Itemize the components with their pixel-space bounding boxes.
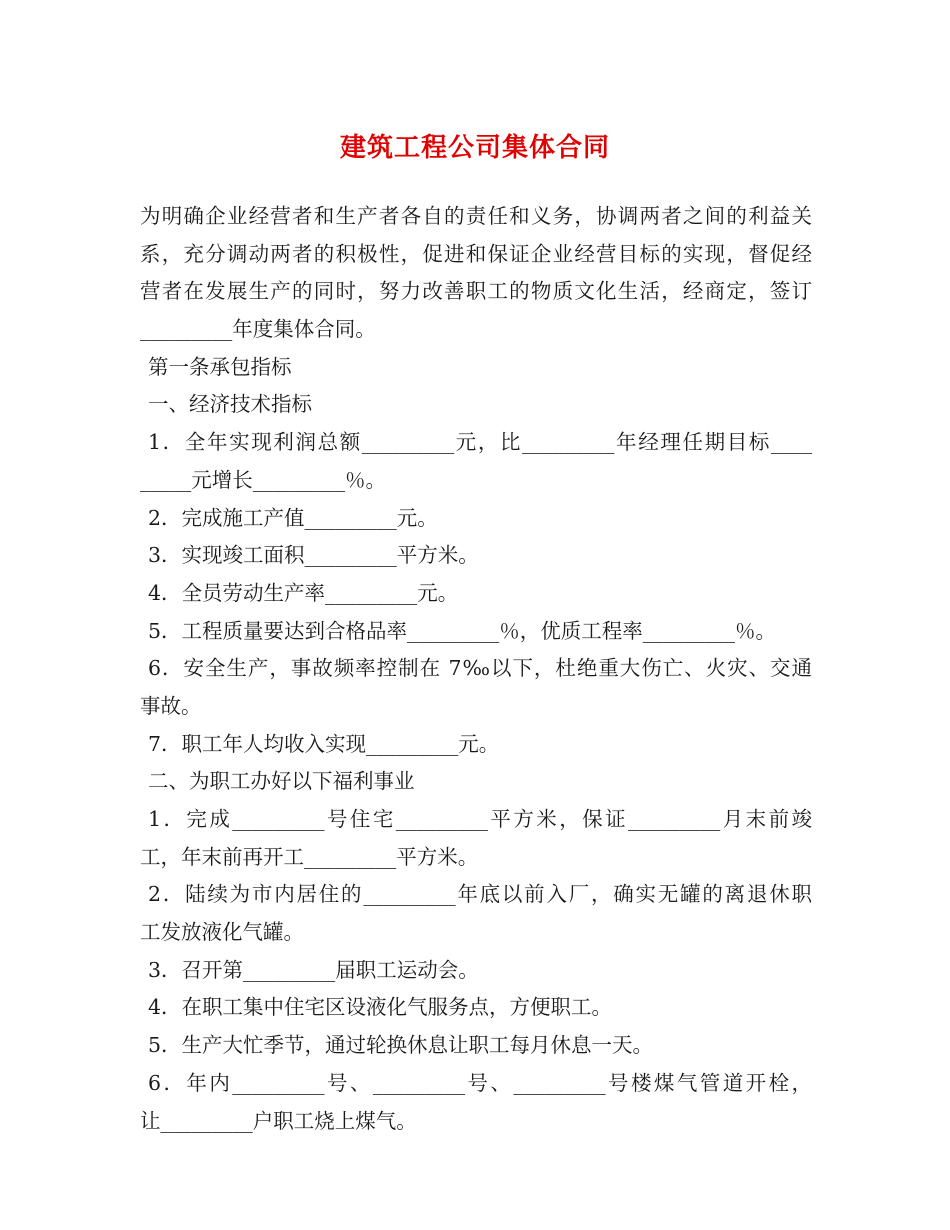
- clause-line: 工发放液化气罐。: [140, 920, 304, 945]
- intro-line: 为明确企业经营者和生产者各自的责任和义务，协调两者之间的利益关: [140, 204, 812, 228]
- intro-line: _________年度集体合同。: [140, 317, 376, 342]
- clause-line: 事故。: [140, 693, 202, 718]
- clause-line: 2．完成施工产值_________元。: [148, 505, 438, 530]
- clause-line: 5．工程质量要达到合格品率_________％，优质工程率_________％。: [148, 618, 777, 643]
- section-heading: 二、为职工办好以下福利事业: [148, 769, 415, 794]
- clause-line: 6．安全生产，事故频率控制在 7‰以下，杜绝重大伤亡、火灾、交通: [148, 656, 812, 681]
- clause-line: 1．全年实现利润总额_________元，比_________年经理任期目标____: [148, 430, 812, 455]
- intro-line: 营者在发展生产的同时，努力改善职工的物质文化生活，经商定，签订: [140, 279, 812, 304]
- clause-line: 4．在职工集中住宅区设液化气服务点，方便职工。: [148, 995, 613, 1020]
- clause-line: 3．实现竣工面积_________平方米。: [148, 543, 479, 568]
- clause-line: 2．陆续为市内居住的_________年底以前入厂，确实无罐的离退休职: [148, 882, 812, 907]
- clause-line: 工，年末前再开工_________平方米。: [140, 844, 479, 869]
- clause-line: 1．完成_________号住宅_________平方米，保证_________月末前竣: [148, 807, 812, 831]
- clause-line: 4．全员劳动生产率_________元。: [148, 580, 459, 605]
- clause-line: 5．生产大忙季节，通过轮换休息让职工每月休息一天。: [148, 1033, 654, 1058]
- clause-line: _____元增长_________％。: [140, 467, 386, 492]
- clause-line: 3．召开第_________届职工运动会。: [148, 957, 479, 982]
- document-title: 建筑工程公司集体合同: [339, 133, 610, 163]
- clause-line: 让_________户职工烧上煤气。: [140, 1108, 417, 1133]
- clause-line: 6．年内_________号、_________号、_________号楼煤气管道开栓，: [148, 1070, 812, 1095]
- document-body: [140, 198, 812, 1140]
- section-heading: 一、经济技术指标: [148, 392, 312, 417]
- intro-line: 系，充分调动两者的积极性，促进和保证企业经营目标的实现，督促经: [140, 241, 812, 266]
- article-heading: 第一条承包指标: [148, 354, 292, 379]
- clause-line: 7．职工年人均收入实现_________元。: [148, 731, 500, 756]
